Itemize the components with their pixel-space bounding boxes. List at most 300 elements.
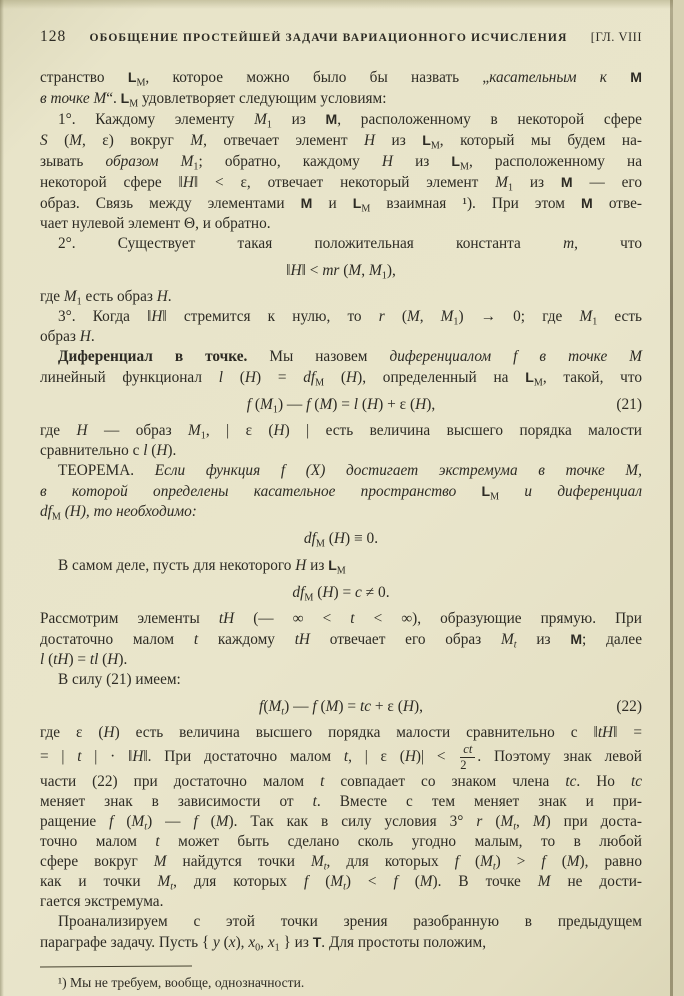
text-segment: + ε ( (371, 698, 403, 715)
text-line (40, 461, 642, 481)
text-line (40, 88, 642, 109)
text-segment: M (330, 873, 344, 891)
text-segment: ( (482, 813, 501, 831)
text-segment: каждому (198, 631, 295, 648)
text-segment: H (402, 698, 414, 715)
text-line (40, 421, 642, 441)
text-segment: H (322, 584, 334, 601)
text-segment: М (304, 592, 314, 604)
text-segment: ( (308, 873, 331, 891)
text-segment: . Вместе с тем меняет знак и при- (316, 793, 642, 811)
text-segment: ) = (332, 396, 354, 413)
text-segment: | · ‖ (81, 748, 133, 766)
text-segment: x (267, 934, 275, 952)
text-segment: } из (279, 934, 313, 952)
text-line (40, 307, 642, 327)
text-segment: df (303, 530, 316, 547)
text-segment: из (516, 631, 571, 648)
text-segment: 1°. Каждому элементу (58, 111, 255, 128)
running-title: ОБОБЩЕНИЕ ПРОСТЕЙШЕЙ ЗАДАЧИ ВАРИАЦИОННОГО ИСЧИСЛЕНИЯ (89, 31, 568, 44)
text-segment: H (79, 328, 91, 345)
text-line (40, 723, 642, 743)
text-segment: M (630, 69, 642, 85)
text-segment: 2°. Существует такая положительная константа (58, 235, 564, 252)
text-segment: )| < (415, 748, 459, 766)
text-segment: ( (339, 262, 349, 279)
text-segment: L (127, 69, 137, 85)
text-segment: 1 (453, 316, 459, 328)
text-segment: ) = (333, 584, 356, 601)
text-segment: M (131, 813, 145, 831)
text-line (40, 772, 642, 792)
text-segment: L (481, 483, 491, 499)
footnote-text: ¹) Мы не требуем, вообще, однозначности. (58, 975, 305, 991)
text-segment: tH (218, 610, 235, 627)
text-line (40, 812, 642, 832)
text-segment: из (271, 111, 326, 128)
text-segment: “. (106, 90, 121, 107)
text-segment: В силу (21) имеем: (58, 671, 181, 688)
text-segment: M (300, 195, 313, 211)
text-segment: L (525, 369, 534, 385)
text-segment: М (136, 77, 146, 89)
text-line (40, 214, 642, 234)
text-segment: Проанализируем с этой точки зрения разобранную в предыдущем (58, 913, 642, 931)
text-line (40, 441, 642, 461)
text-line (40, 792, 642, 812)
text-segment: ‖ < (301, 262, 323, 279)
text-segment: М (490, 491, 500, 503)
text-segment: t (144, 821, 148, 833)
text-segment: М (336, 565, 346, 577)
text-segment: c (355, 584, 362, 601)
text-segment: ), равно (579, 853, 642, 871)
text-segment: M (532, 813, 546, 831)
text-segment: ( (263, 698, 269, 715)
text-segment: M (157, 873, 171, 891)
text-segment: ) | есть величина высшего порядка малости (284, 422, 642, 439)
text-line (40, 481, 642, 502)
text-segment: ‖ = (613, 724, 642, 741)
text-segment: , что (574, 235, 642, 252)
text-segment: df (303, 369, 316, 386)
text-segment: M (254, 111, 267, 128)
text-segment: tH (53, 651, 69, 668)
text-segment: t (350, 610, 355, 627)
text-segment: H (76, 422, 88, 439)
text-segment: ). В точке (432, 873, 538, 891)
text-segment: М (533, 377, 543, 389)
text-line (40, 872, 642, 892)
text-line (40, 650, 642, 670)
text-segment: , | ε ( (205, 422, 274, 439)
text-segment: отвечает его образ (310, 631, 501, 648)
text-segment: , ε) вокруг (81, 132, 191, 149)
text-segment: ( (47, 132, 70, 149)
text-segment: ≠ 0. (361, 584, 390, 601)
text-line (40, 172, 642, 193)
text-line (40, 130, 642, 151)
text-segment: ). (118, 651, 128, 668)
text-segment: ( (316, 698, 326, 715)
text-segment: , (516, 813, 533, 831)
text-segment: tc (630, 773, 642, 791)
text-segment: M (188, 422, 201, 439)
text-segment: H (363, 132, 376, 149)
text-segment: , расположенному в некоторой сфере (337, 111, 642, 128)
text-segment: 1 (272, 404, 278, 416)
text-segment: x (248, 934, 256, 952)
text-segment: в точке (40, 90, 94, 107)
equation-number: (22) (616, 698, 642, 715)
text-segment: t (323, 861, 327, 873)
text-segment: l (40, 651, 45, 668)
text-segment: 1 (266, 119, 272, 131)
text-segment: H (156, 288, 168, 305)
text-segment: ) → 0; где (458, 308, 580, 325)
equation-number: (21) (616, 396, 642, 413)
formula-line (40, 528, 642, 549)
text-segment: M (480, 853, 493, 871)
text-segment: m (563, 235, 575, 252)
text-segment: , (361, 262, 369, 279)
text-segment: M (500, 631, 514, 648)
text-segment: M (440, 308, 454, 325)
text-segment: M (406, 308, 420, 325)
text-segment: tl (89, 651, 99, 668)
text-segment: , (260, 934, 268, 952)
text-segment: t (320, 773, 325, 791)
text-segment: l (218, 369, 224, 386)
text-segment: может быть сделано сколь угодно малым, то в любой (159, 833, 642, 851)
text-segment: странство (40, 69, 128, 86)
fraction (460, 743, 475, 772)
text-segment: H (333, 530, 346, 547)
text-line (40, 502, 642, 522)
text-line (40, 892, 642, 912)
text-segment: ; далее (582, 631, 642, 648)
text-segment: ) при доста- (545, 813, 643, 831)
text-segment: , для которых (326, 853, 455, 871)
text-segment: ) ≡ 0. (345, 530, 379, 547)
text-segment: H (151, 308, 163, 325)
text-segment: ) — (284, 698, 313, 715)
text-segment: ( (545, 853, 567, 871)
text-segment: M (153, 853, 167, 871)
text-segment: ( (219, 934, 229, 952)
text-segment: H (132, 748, 144, 766)
text-segment: H (273, 422, 285, 439)
text-segment: М (361, 203, 371, 215)
text-segment: M (581, 195, 593, 211)
text-segment: r (378, 308, 385, 325)
text-segment: M (93, 90, 107, 107)
text-segment: H (367, 396, 379, 413)
formula-line (40, 394, 642, 415)
formula-line (40, 582, 642, 603)
text-segment: t (312, 793, 317, 811)
text-segment: . Но (576, 773, 631, 791)
text-segment: ( (324, 530, 334, 547)
text-segment: найдутся точки (166, 853, 311, 871)
text-segment: M (495, 174, 508, 191)
text-line (40, 670, 642, 690)
text-segment: — его (572, 174, 642, 191)
text-segment: из (375, 132, 423, 149)
text-segment: ращение (40, 813, 110, 831)
text-segment: H (182, 174, 194, 191)
text-segment: . (167, 288, 172, 305)
text-segment: диференциалом f в точке M (389, 348, 642, 365)
text-segment: где ε ( (40, 724, 104, 741)
text-segment: точно малом (40, 833, 156, 851)
text-segment: удовлетворяет следующим условиям: (138, 90, 387, 107)
text-segment: части (22) при достаточно малом (40, 773, 321, 791)
text-segment: сфере вокруг (40, 853, 154, 871)
text-segment: M (215, 813, 229, 831)
text-segment: из (392, 153, 452, 170)
text-segment: t (155, 833, 160, 851)
text-segment: (H), то необходимо: (60, 503, 197, 520)
text-segment: ( (197, 813, 216, 831)
text-segment: ‖ (286, 262, 291, 279)
text-segment: образ. Связь между элементами (40, 195, 301, 212)
text-segment: Диференциал в точке. (58, 348, 248, 365)
text-line (40, 852, 642, 872)
text-segment: чает нулевой элемент Θ, и обратно. (40, 215, 271, 232)
text-segment: параграфе задачу. Пусть { (40, 934, 214, 952)
text-segment: из (512, 174, 561, 191)
text-segment: , (419, 308, 441, 325)
text-segment: . Для простоты положим, (321, 934, 487, 952)
text-segment: 1 (381, 270, 387, 282)
text-segment: ‖. При достаточно малом (143, 748, 344, 766)
formula-line (40, 696, 642, 717)
text-segment: = | (40, 748, 78, 766)
text-segment: М (129, 98, 139, 110)
text-segment: ) = (68, 651, 90, 668)
text-segment: f (246, 396, 252, 413)
text-segment: линейный функционал (40, 369, 219, 386)
text-segment: ) = (255, 369, 304, 386)
text-segment: f (454, 853, 459, 871)
text-segment: M (368, 262, 382, 279)
text-segment: ) = (338, 698, 360, 715)
text-segment: ) — (277, 396, 307, 413)
text-segment: ( (310, 396, 320, 413)
text-segment: как и точки (40, 873, 158, 891)
text-line (40, 151, 642, 172)
text-segment: зывать (40, 153, 106, 170)
text-segment: M (260, 396, 273, 413)
text-segment: гается экстремума. (40, 893, 164, 911)
text-segment: M (419, 873, 433, 891)
text-segment: М (460, 161, 469, 173)
text-segment: M (325, 698, 339, 715)
text-segment: t (492, 861, 496, 873)
footnote-rule (40, 966, 192, 968)
text-segment: в которой определены касательное пространство (40, 483, 482, 500)
text-segment: f (259, 698, 264, 715)
text-segment: t (77, 748, 82, 766)
text-segment: H (244, 369, 256, 386)
text-segment: L (352, 195, 362, 211)
text-segment: ). (167, 442, 177, 459)
text-segment: f (541, 853, 546, 871)
text-segment: ), (426, 396, 436, 413)
text-segment: , расположенному на (468, 153, 642, 170)
text-segment: ), (386, 262, 396, 279)
chapter-reference: [ГЛ. VIII (590, 30, 642, 44)
text-segment: не дости- (550, 873, 642, 891)
text-segment: где (40, 422, 77, 439)
text-segment: отве- (592, 195, 642, 212)
text-segment: — образ (87, 422, 189, 439)
text-segment: (— ∞ < (234, 610, 351, 627)
text-segment: df (40, 503, 52, 520)
text-segment: H (381, 153, 393, 170)
text-segment: образом (105, 153, 181, 170)
text-segment: ), определенный на (357, 369, 526, 386)
text-segment: . (90, 328, 95, 345)
text-segment: совпадает со знаком члена (324, 773, 566, 791)
text-segment: M (500, 813, 514, 831)
text-segment: Мы назовем (247, 348, 390, 365)
text-segment: l (353, 396, 359, 413)
text-segment: t (343, 748, 349, 766)
text-segment: M (310, 853, 324, 871)
text-segment: ( (113, 813, 132, 831)
text-line (40, 367, 642, 388)
text-segment: L (120, 90, 130, 106)
text-segment: некоторой сфере ‖ (40, 174, 183, 191)
text-segment: образ (40, 328, 80, 345)
text-segment: ‖ < ε, отвечает некоторый элемент (193, 174, 496, 191)
text-segment: t (513, 639, 517, 651)
text-segment: ) — (147, 813, 194, 831)
text-line (40, 327, 642, 347)
text-segment: M (63, 288, 77, 305)
text-segment: ) есть величина высшего порядка малости сравнительно с ‖ (114, 724, 598, 741)
text-segment: , такой, что (542, 369, 643, 386)
text-segment: H (404, 748, 416, 766)
text-segment: M (190, 132, 204, 149)
text-segment: tc (565, 773, 577, 791)
text-segment: 1 (200, 430, 206, 442)
text-segment: L (451, 153, 461, 169)
text-segment: есть образ (81, 288, 157, 305)
text-segment: 1 (592, 316, 598, 328)
text-segment: df (292, 584, 305, 601)
text-segment: сравнительно с (40, 442, 144, 459)
text-segment: H (103, 724, 115, 741)
text-segment: tH (597, 724, 614, 741)
text-segment: tc (359, 698, 372, 715)
text-segment: ( (358, 396, 368, 413)
text-segment: t (281, 706, 285, 718)
text-segment: f (306, 396, 311, 413)
text-segment: f (193, 813, 198, 831)
text-segment: M (348, 262, 362, 279)
text-segment: H (346, 369, 358, 386)
text-segment: f (312, 698, 317, 715)
running-header (40, 28, 642, 46)
text-line (40, 555, 642, 576)
text-segment: M (325, 111, 338, 127)
text-segment: , для которых (173, 873, 305, 891)
text-segment: 3°. Когда ‖ (58, 308, 152, 325)
text-segment: ( (251, 396, 261, 413)
text-segment: H (415, 396, 427, 413)
text-line (40, 347, 642, 367)
text-segment: ) < (345, 873, 394, 891)
text-line (40, 609, 642, 629)
text-segment: M (579, 308, 593, 325)
text-segment: где (40, 288, 64, 305)
text-segment: M (566, 853, 580, 871)
text-segment: M (268, 698, 282, 715)
text-line (40, 629, 642, 650)
text-segment: ) + ε ( (378, 396, 416, 413)
text-segment: . Поэтому знак левой (477, 748, 642, 766)
text-segment: M (537, 873, 551, 891)
text-segment: достаточно малом (40, 631, 194, 648)
text-segment: 1 (274, 942, 280, 954)
text-segment: касательным к (489, 69, 631, 86)
text-line (40, 193, 642, 214)
text-segment: М (51, 511, 61, 523)
text-segment: ( (44, 651, 54, 668)
text-segment: , которое можно было бы назвать „ (145, 69, 490, 86)
text-segment: 1 (193, 161, 199, 173)
text-segment: ( (324, 369, 347, 386)
text-segment: М (315, 377, 325, 389)
text-segment: ), (235, 934, 249, 952)
text-segment: ( (458, 853, 481, 871)
text-segment: ( (313, 584, 323, 601)
text-segment: x (228, 934, 236, 952)
text-segment: , отвечает элемент (203, 132, 364, 149)
text-segment: ( (397, 873, 420, 891)
text-segment: Если функция f (X) достигает экстремума в точке M, (154, 462, 643, 479)
text-segment: 1 (76, 296, 82, 308)
text-line (40, 932, 642, 953)
page-body (40, 67, 642, 953)
text-line (40, 832, 642, 852)
text-segment: t (343, 881, 346, 893)
text-segment: взаимная ¹). При этом (370, 195, 582, 212)
text-line (40, 109, 642, 130)
text-segment: М (315, 538, 325, 550)
text-segment: меняет знак в зависимости от (40, 793, 313, 811)
text-line (40, 234, 642, 254)
text-line (40, 912, 642, 932)
text-segment: H (295, 557, 307, 574)
text-line (40, 743, 642, 772)
text-segment: M (570, 631, 583, 647)
text-line (40, 67, 642, 88)
text-segment: L (422, 132, 431, 148)
text-segment: Рассмотрим элементы (40, 610, 219, 627)
text-segment: tH (294, 631, 310, 648)
text-segment: и (312, 195, 353, 212)
text-segment: 0 (255, 942, 261, 954)
text-segment: ). Так как в силу условия 3° (228, 813, 477, 831)
text-segment: В самом деле, пусть для некоторого (58, 557, 296, 574)
text-segment: , который мы будем на- (439, 132, 642, 149)
text-segment: ( (147, 442, 157, 459)
text-segment: из (306, 557, 329, 574)
